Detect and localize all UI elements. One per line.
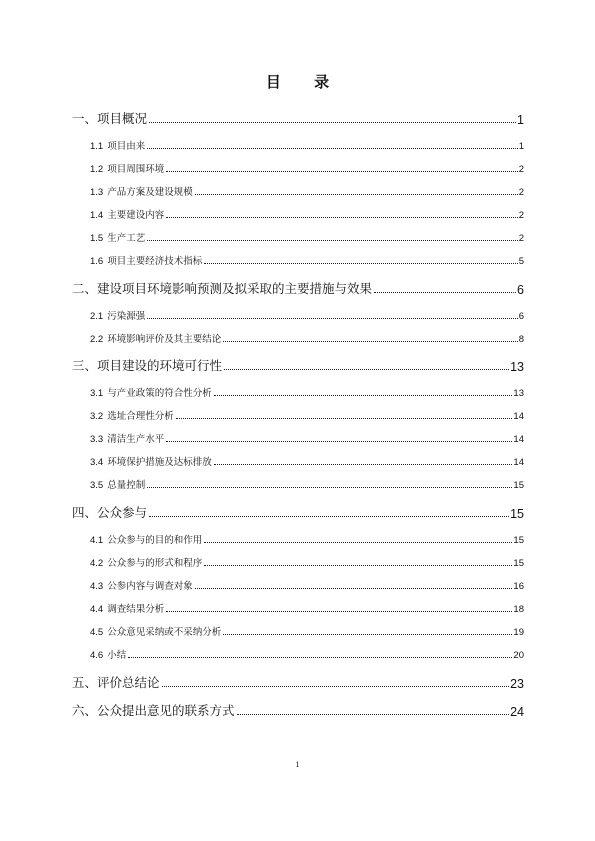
dot-leader [147, 240, 517, 241]
dot-leader [176, 418, 513, 419]
toc-entry-title: 公众参与的形式和程序 [107, 558, 203, 569]
toc-entry-title: 生产工艺 [107, 233, 146, 244]
dot-leader [237, 714, 510, 715]
toc-entry-title: 六、公众提出意见的联系方式 [72, 703, 235, 718]
toc-entry-title: 选址合理性分析 [107, 411, 174, 422]
toc-entry-number: 3.2 [90, 411, 104, 422]
toc-section-entry[interactable] [72, 386, 524, 399]
toc-entry-title: 与产业政策的符合性分析 [107, 388, 212, 399]
toc-entry-number: 3.5 [90, 480, 104, 491]
toc-entry-title: 四、公众参与 [72, 505, 148, 520]
dot-leader [195, 194, 518, 195]
toc-entry-number: 1.2 [90, 164, 104, 175]
toc-entry-page: 1 [518, 141, 524, 152]
toc-entry-page: 2 [518, 210, 524, 221]
toc-section-entry[interactable] [72, 409, 524, 422]
toc-entry-page: 14 [513, 411, 524, 422]
dot-leader [166, 441, 512, 442]
dot-leader [223, 634, 512, 635]
toc-entry-title: 总量控制 [107, 480, 146, 491]
toc-entry-title: 五、评价总结论 [72, 675, 160, 690]
dot-leader [166, 217, 517, 218]
toc-entry-page: 15 [513, 558, 524, 569]
toc-entry-number: 4.3 [90, 581, 104, 592]
dot-leader [128, 657, 512, 658]
dot-leader [162, 686, 510, 687]
toc-entry-title: 清洁生产水平 [107, 434, 165, 445]
dot-leader [195, 588, 513, 589]
toc-entry-title: 主要建设内容 [107, 210, 165, 221]
toc-section-entry[interactable] [72, 332, 524, 345]
dot-leader [204, 263, 517, 264]
toc-entry-page: 24 [510, 705, 524, 719]
toc-chapter-entry[interactable] [72, 109, 524, 127]
dot-leader [166, 171, 517, 172]
toc-section-entry[interactable] [72, 625, 524, 638]
toc-entry-page: 16 [513, 581, 524, 592]
dot-leader [214, 464, 513, 465]
dot-leader [204, 565, 512, 566]
toc-section-entry[interactable] [72, 231, 524, 244]
toc-entry-page: 14 [513, 457, 524, 468]
page-number: 1 [295, 760, 300, 769]
toc-entry-title: 产品方案及建设规模 [107, 187, 193, 198]
toc-entry-number: 1.5 [90, 233, 104, 244]
dot-leader [224, 369, 509, 370]
toc-section-entry[interactable] [72, 185, 524, 198]
toc-section-entry[interactable] [72, 162, 524, 175]
toc-entry-title: 环境保护措施及达标排放 [107, 457, 212, 468]
toc-section-entry[interactable] [72, 556, 524, 569]
dot-leader [147, 318, 517, 319]
toc-entry-title: 二、建设项目环境影响预测及拟采取的主要措施与效果 [72, 281, 373, 296]
toc-section-entry[interactable] [72, 478, 524, 491]
toc-section-entry[interactable] [72, 533, 524, 546]
toc-entry-number: 2.1 [90, 311, 104, 322]
dot-leader [204, 542, 512, 543]
toc-entry-title: 小结 [107, 650, 127, 661]
toc-section-entry[interactable] [72, 579, 524, 592]
toc-entry-page: 6 [518, 311, 524, 322]
toc-entry-page: 19 [513, 627, 524, 638]
toc-entry-page: 8 [518, 334, 524, 345]
dot-leader [223, 341, 517, 342]
toc-entry-number: 3.4 [90, 457, 104, 468]
toc-section-entry[interactable] [72, 432, 524, 445]
toc-section-entry[interactable] [72, 602, 524, 615]
toc-section-entry[interactable] [72, 208, 524, 221]
toc-entry-number: 1.4 [90, 210, 104, 221]
toc-entry-page: 1 [517, 113, 524, 127]
toc-entry-page: 15 [513, 535, 524, 546]
dot-leader [149, 122, 516, 123]
toc-chapter-entry[interactable] [72, 503, 524, 521]
toc-entry-title: 调查结果分析 [107, 604, 165, 615]
toc-section-entry[interactable] [72, 648, 524, 661]
toc-entry-title: 项目由来 [107, 141, 146, 152]
toc-entry-page: 20 [513, 650, 524, 661]
toc-entry-title: 项目周围环境 [107, 164, 165, 175]
toc-entry-number: 1.6 [90, 256, 104, 267]
toc-chapter-entry[interactable] [72, 279, 524, 297]
dot-leader [214, 395, 513, 396]
toc-section-entry[interactable] [72, 309, 524, 322]
toc-entry-page: 13 [513, 388, 524, 399]
toc-entry-page: 5 [518, 256, 524, 267]
toc-entry-page: 23 [510, 677, 524, 691]
dot-leader [147, 487, 512, 488]
toc-entry-page: 2 [518, 187, 524, 198]
toc-entry-title: 三、项目建设的环境可行性 [72, 358, 223, 373]
toc-entry-page: 2 [518, 164, 524, 175]
toc-entry-title: 环境影响评价及其主要结论 [107, 334, 222, 345]
toc-entry-page: 18 [513, 604, 524, 615]
toc-entry-number: 2.2 [90, 334, 104, 345]
dot-leader [147, 148, 517, 149]
toc-entry-title: 公参内容与调查对象 [107, 581, 193, 592]
toc-entry-page: 14 [513, 434, 524, 445]
toc-section-entry[interactable] [72, 254, 524, 267]
toc-entry-number: 4.1 [90, 535, 104, 546]
toc-chapter-entry[interactable] [72, 701, 524, 719]
toc-section-entry[interactable] [72, 139, 524, 152]
toc-entry-number: 3.3 [90, 434, 104, 445]
toc-entry-number: 4.4 [90, 604, 104, 615]
toc-entry-title: 一、项目概况 [72, 111, 148, 126]
toc-entry-page: 2 [518, 233, 524, 244]
toc-entry-number: 1.1 [90, 141, 104, 152]
toc-entry-number: 4.6 [90, 650, 104, 661]
toc-title: 目 录 [265, 73, 344, 91]
toc-entry-number: 4.5 [90, 627, 104, 638]
toc-chapter-entry[interactable] [72, 356, 524, 374]
toc-entry-title: 公众参与的目的和作用 [107, 535, 203, 546]
toc-section-entry[interactable] [72, 455, 524, 468]
toc-entry-page: 15 [513, 480, 524, 491]
toc-entry-page: 13 [510, 360, 524, 374]
toc-entry-title: 项目主要经济技术指标 [107, 256, 203, 267]
toc-entry-number: 1.3 [90, 187, 104, 198]
dot-leader [374, 292, 516, 293]
dot-leader [149, 516, 509, 517]
toc-entry-number: 4.2 [90, 558, 104, 569]
toc-entry-number: 3.1 [90, 388, 104, 399]
toc-entry-title: 污染源强 [107, 311, 146, 322]
toc-entry-title: 公众意见采纳或不采纳分析 [107, 627, 222, 638]
toc-entry-page: 6 [517, 283, 524, 297]
dot-leader [166, 611, 512, 612]
toc-chapter-entry[interactable] [72, 673, 524, 691]
toc-entry-page: 15 [510, 507, 524, 521]
